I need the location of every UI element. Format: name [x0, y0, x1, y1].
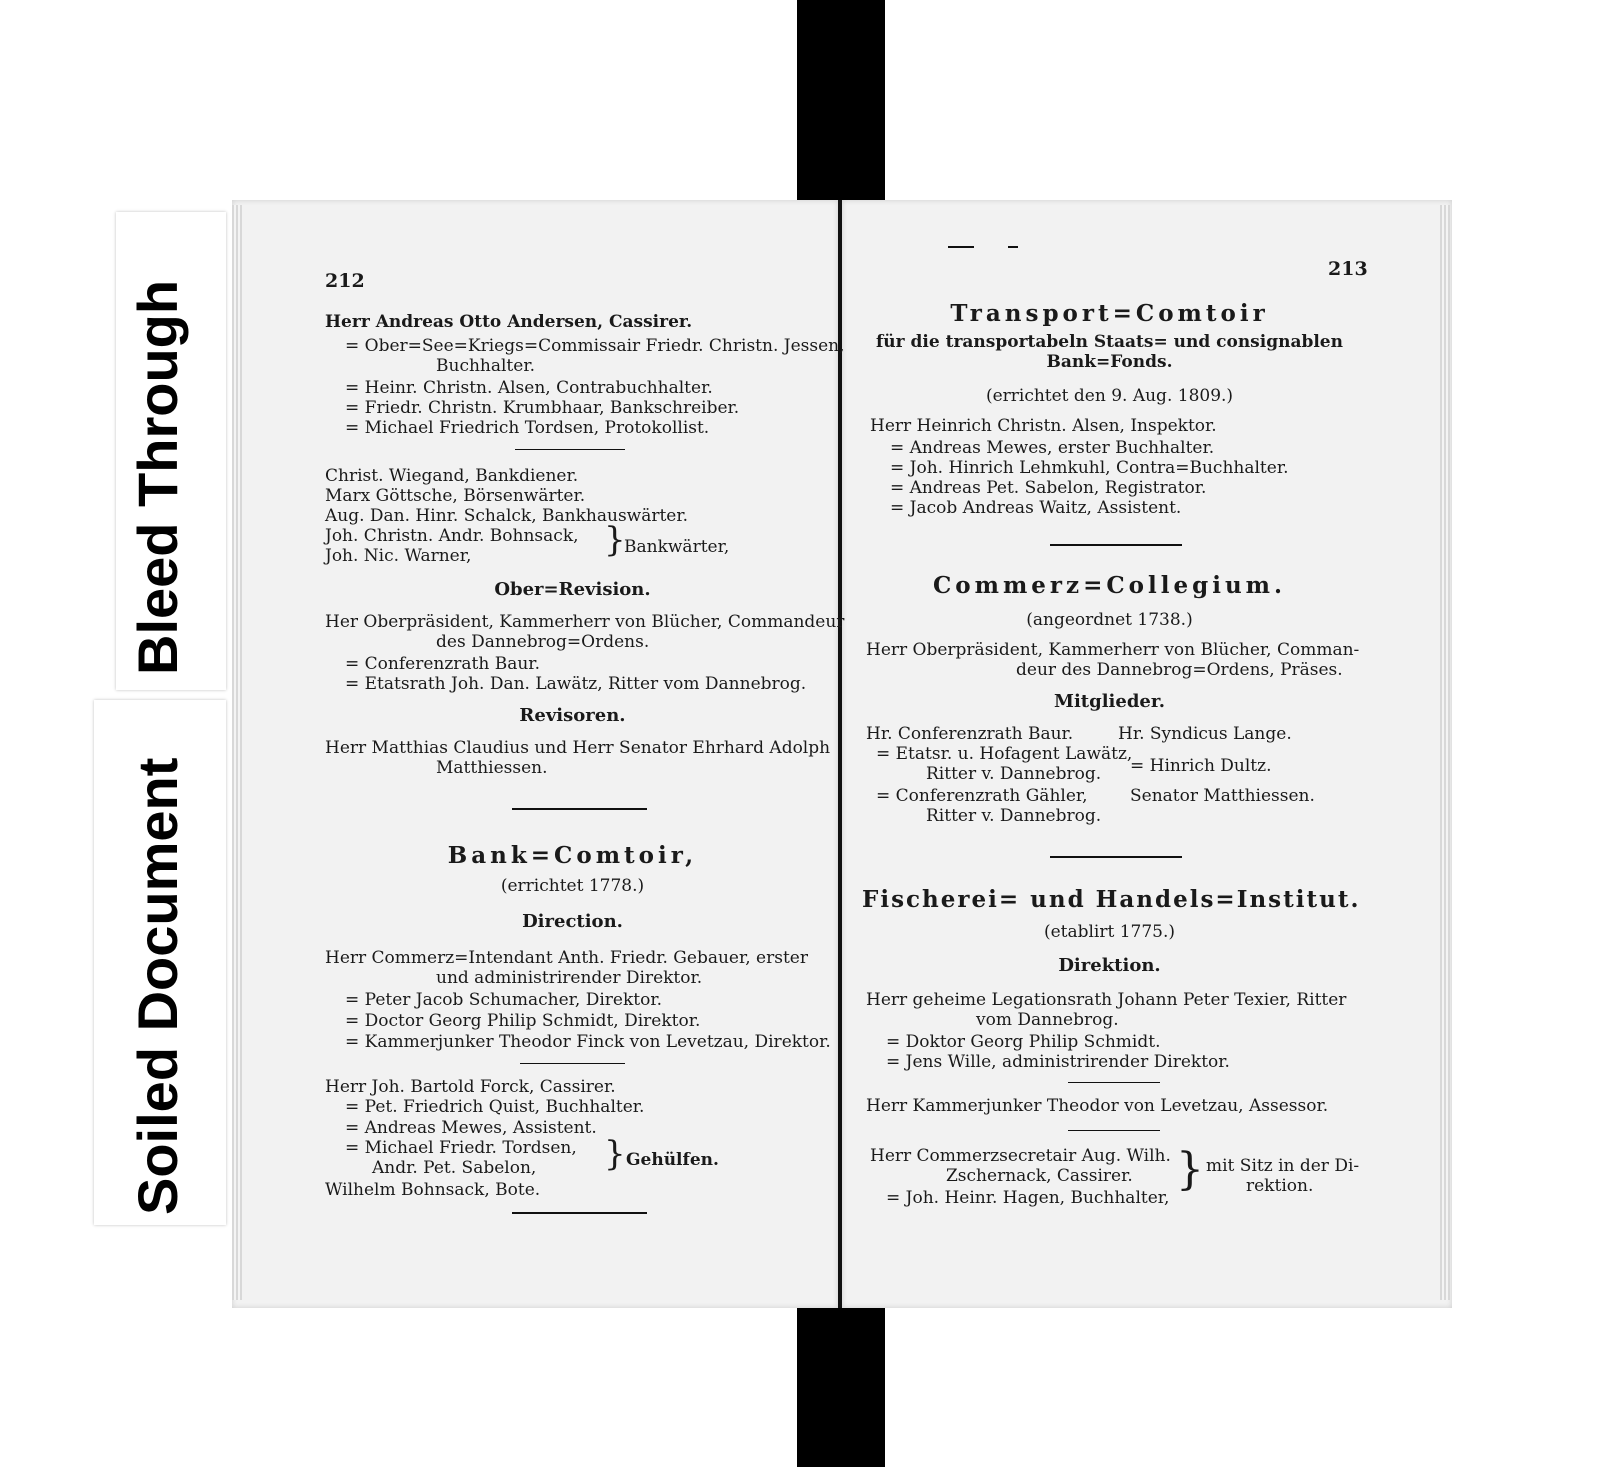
text-line: Bankwärter,	[624, 537, 730, 557]
text-line: Hr. Syndicus Lange.	[1118, 724, 1292, 744]
section-date: (errichtet den 9. Aug. 1809.)	[985, 386, 1234, 406]
text-line: Joh. Nic. Warner,	[325, 546, 472, 566]
section-heading: Direktion.	[1058, 955, 1161, 976]
text-line: = Friedr. Christn. Krumbhaar, Bankschreiber.	[345, 398, 740, 418]
text-line: = Peter Jacob Schumacher, Direktor.	[345, 990, 662, 1010]
text-line: rektion.	[1246, 1176, 1314, 1196]
text-line: Ritter v. Dannebrog.	[926, 806, 1102, 826]
text-line: = Doktor Georg Philip Schmidt.	[886, 1032, 1161, 1052]
text-line: = Andreas Pet. Sabelon, Registrator.	[890, 478, 1207, 498]
text-line: Herr Joh. Bartold Forck, Cassirer.	[325, 1077, 616, 1097]
text-line: Wilhelm Bohnsack, Bote.	[325, 1180, 541, 1200]
text-line: Gehülfen.	[626, 1150, 719, 1170]
text-line: = Etatsr. u. Hofagent Lawätz,	[876, 744, 1133, 764]
text-line: = Conferenzrath Gähler,	[876, 786, 1088, 806]
text-line: = Jacob Andreas Waitz, Assistent.	[890, 498, 1182, 518]
text-line: Aug. Dan. Hinr. Schalck, Bankhauswärter.	[325, 506, 689, 526]
text-line: Her Oberpräsident, Kammerherr von Blücher, Commandeur	[325, 612, 845, 632]
text-line: und administrirender Direktor.	[436, 968, 703, 988]
text-line: = Michael Friedrich Tordsen, Protokollist.	[345, 418, 710, 438]
text-line: = Joh. Hinrich Lehmkuhl, Contra=Buchhalter.	[890, 458, 1289, 478]
brace: }	[1176, 1144, 1204, 1195]
text-line: Herr Matthias Claudius und Herr Senator Ehrhard Adolph	[325, 738, 831, 758]
right-page-edge	[1440, 205, 1450, 1300]
section-subtitle: Bank=Fonds.	[1046, 352, 1173, 372]
spine-top	[797, 0, 885, 205]
brace: }	[604, 520, 626, 560]
section-title: Commerz=Collegium.	[932, 572, 1287, 599]
page-number-right: 213	[1328, 258, 1368, 280]
divider	[520, 1063, 625, 1064]
text-line: = Doctor Georg Philip Schmidt, Direktor.	[345, 1011, 701, 1031]
text-line: = Etatsrath Joh. Dan. Lawätz, Ritter vom Dannebrog.	[345, 674, 807, 694]
text-line: Christ. Wiegand, Bankdiener.	[325, 466, 579, 486]
text-line: = Andreas Mewes, erster Buchhalter.	[890, 438, 1215, 458]
text-line: = Hinrich Dultz.	[1130, 756, 1272, 776]
text-line: Senator Matthiessen.	[1130, 786, 1315, 806]
text-line: Zschernack, Cassirer.	[946, 1166, 1133, 1186]
text-line: = Kammerjunker Theodor Finck von Levetzau, Direktor.	[345, 1032, 831, 1052]
section-heading: Ober=Revision.	[494, 579, 651, 600]
divider	[1068, 1082, 1160, 1083]
brace: }	[604, 1134, 626, 1174]
section-title: Fischerei= und Handels=Institut.	[862, 886, 1361, 913]
divider	[1050, 544, 1182, 546]
text-line: Hr. Conferenzrath Baur.	[866, 724, 1074, 744]
section-subtitle: für die transportabeln Staats= und consignablen	[875, 332, 1343, 352]
text-line: des Dannebrog=Ordens.	[436, 632, 650, 652]
text-line: Herr Commerz=Intendant Anth. Friedr. Gebauer, erster	[325, 948, 808, 968]
left-page-edge	[232, 205, 242, 1300]
divider	[512, 1212, 647, 1214]
section-date: (errichtet 1778.)	[500, 876, 645, 896]
text-line: vom Dannebrog.	[976, 1010, 1119, 1030]
divider	[512, 808, 647, 810]
text-line: = Joh. Heinr. Hagen, Buchhalter,	[886, 1188, 1170, 1208]
section-heading: Mitglieder.	[1054, 691, 1165, 712]
text-line: Herr Commerzsecretair Aug. Wilh.	[870, 1146, 1171, 1166]
bleed-through-label: Bleed Through	[126, 279, 189, 675]
soiled-document-label: Soiled Document	[126, 757, 189, 1215]
header-mark	[1008, 246, 1018, 248]
spine-bottom	[797, 1308, 885, 1467]
header-mark	[948, 246, 974, 248]
text-line: = Ober=See=Kriegs=Commissair Friedr. Christn. Jessen,	[345, 336, 845, 356]
divider	[515, 449, 625, 450]
section-heading: Revisoren.	[519, 705, 626, 726]
section-date: (angeordnet 1738.)	[1026, 610, 1193, 630]
text-line: Ritter v. Dannebrog.	[926, 764, 1102, 784]
section-title: Transport=Comtoir	[950, 300, 1269, 327]
divider	[1068, 1130, 1160, 1131]
text-line: Herr Oberpräsident, Kammerherr von Blücher, Comman-	[866, 640, 1360, 660]
text-line: = Pet. Friedrich Quist, Buchhalter.	[345, 1097, 645, 1117]
text-line: = Heinr. Christn. Alsen, Contrabuchhalter.	[345, 378, 713, 398]
text-line: Joh. Christn. Andr. Bohnsack,	[325, 526, 579, 546]
page-number-left: 212	[325, 270, 365, 292]
text-line: Herr Kammerjunker Theodor von Levetzau, Assessor.	[866, 1096, 1329, 1116]
section-heading: Direction.	[522, 911, 623, 932]
text-line: = Andreas Mewes, Assistent.	[345, 1118, 597, 1138]
text-line: Herr Heinrich Christn. Alsen, Inspektor.	[870, 416, 1217, 436]
text-line: Herr Andreas Otto Andersen, Cassirer.	[325, 312, 693, 332]
text-line: Buchhalter.	[436, 356, 535, 376]
divider	[1050, 856, 1182, 858]
text-line: Marx Göttsche, Börsenwärter.	[325, 486, 586, 506]
text-line: = Jens Wille, administrirender Direktor.	[886, 1052, 1230, 1072]
text-line: mit Sitz in der Di-	[1206, 1156, 1360, 1176]
text-line: = Michael Friedr. Tordsen,	[345, 1138, 577, 1158]
text-line: Matthiessen.	[436, 758, 548, 778]
text-line: deur des Dannebrog=Ordens, Präses.	[1016, 660, 1343, 680]
text-line: Herr geheime Legationsrath Johann Peter Texier, Ritter	[866, 990, 1347, 1010]
book-gutter	[838, 200, 842, 1308]
text-line: Andr. Pet. Sabelon,	[372, 1158, 537, 1178]
section-date: (etablirt 1775.)	[1043, 922, 1176, 942]
text-line: = Conferenzrath Baur.	[345, 654, 540, 674]
section-title: Bank=Comtoir,	[447, 842, 698, 869]
